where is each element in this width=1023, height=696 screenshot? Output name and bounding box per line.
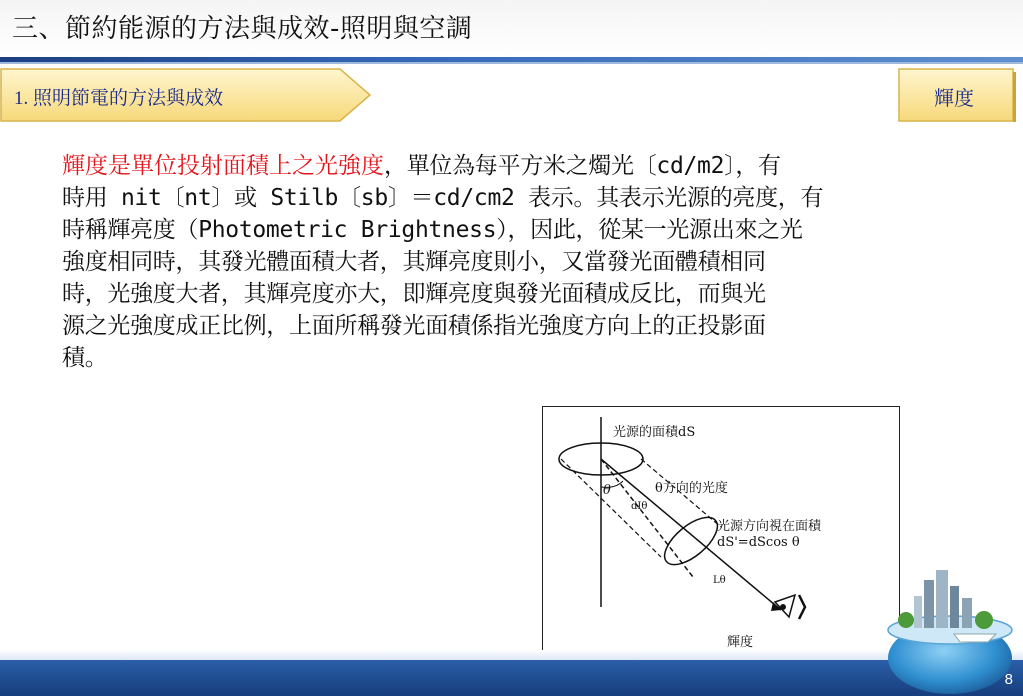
body-line-4: 強度相同時，其發光體面積大者，其輝亮度則小，又當發光面體積相同 (62, 249, 766, 275)
topic-label: 輝度 (934, 86, 974, 110)
body-line-2: 時用 nit〔nt〕或 Stilb〔sb〕＝cd/cm2 表示。其表示光源的亮度，有 (62, 185, 824, 211)
page-number: 8 (1004, 671, 1013, 688)
label-apparent-area: 光源方向視在面積 (717, 519, 822, 534)
label-source-area: 光源的面積dS (613, 425, 696, 440)
body-line-7: 積。 (62, 345, 108, 371)
slide-title: 三、節約能源的方法與成效-照明與空調 (12, 14, 473, 44)
label-l-theta: Lθ (713, 575, 726, 586)
body-line-1-rest: ，單位為每平方米之燭光〔cd/m2〕，有 (384, 153, 781, 179)
city-globe-icon (884, 560, 1023, 696)
footer-band (0, 660, 1023, 696)
body-line-3: 時稱輝亮度（Photometric Brightness），因此，從某一光源出來之光 (62, 217, 803, 243)
label-theta: θ (603, 483, 611, 498)
label-theta-direction: θ方向的光度 (655, 481, 728, 496)
highlight-definition: 輝度是單位投射面積上之光強度 (62, 153, 384, 179)
luminance-diagram (542, 406, 900, 662)
body-paragraph (62, 150, 962, 374)
label-luminance: 輝度 (727, 635, 754, 650)
label-formula: dS'=dScos θ (717, 535, 800, 550)
section-label: 1. 照明節電的方法與成效 (14, 88, 224, 109)
title-divider-light (0, 62, 1023, 64)
body-line-5: 時，光強度大者，其輝亮度亦大，即輝亮度與發光面積成反比，而與光 (62, 281, 766, 307)
label-di: dIθ (631, 501, 648, 512)
diagram-drawing (543, 407, 899, 661)
body-line-6: 源之光強度成正比例，上面所稱發光面積係指光強度方向上的正投影面 (62, 313, 766, 339)
body-line-1 (62, 150, 962, 182)
